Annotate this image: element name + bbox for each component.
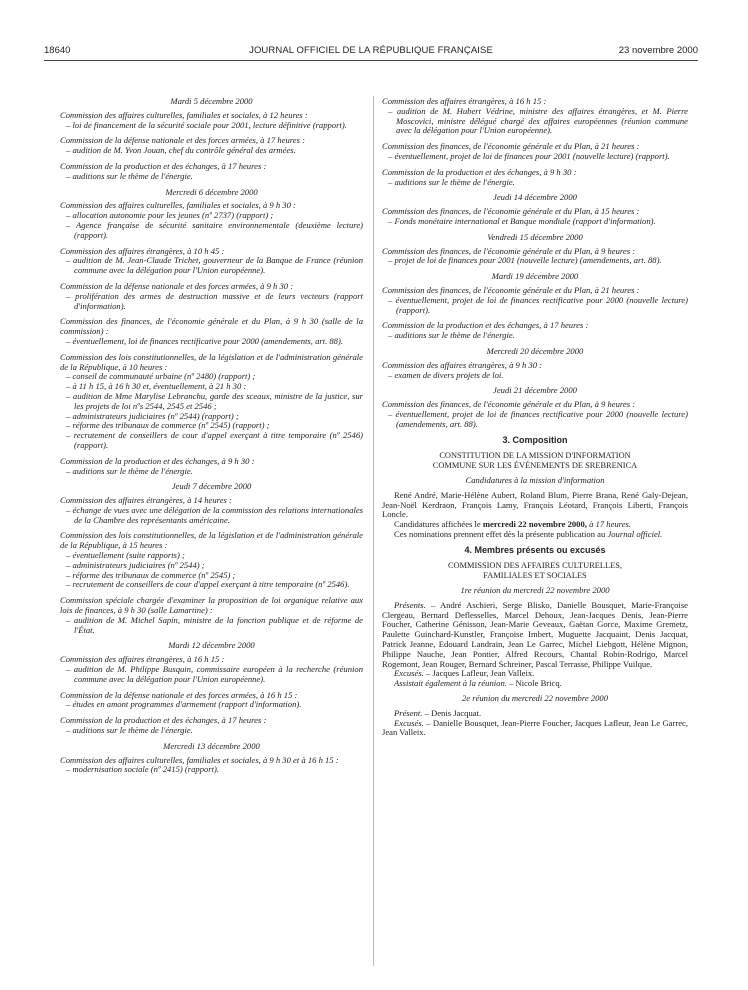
commission-name: Commission des lois constitutionnelles, de la législation et de l'administration générale de la République, à 15 heures : [60,530,363,551]
excuses-2-text: – Danielle Bousquet, Jean-Pierre Foucher, Jacques Lafleur, Jean Le Garrec, Jean Valleix. [382,717,688,738]
presents-list [382,601,688,670]
agenda-day [382,272,688,341]
commission-name: Commission spéciale chargée d'examiner la proposition de loi organique relative aux lois de finances, à 9 h 30 (salle Lamartine) : [60,595,363,616]
commission-name: Commission des affaires culturelles, familiales et sociales, à 9 h 30 : [60,200,296,211]
assistait-label: Assistait également à la réunion. [394,678,507,689]
agenda-day [382,233,688,266]
presents-label: Présents. [394,599,426,610]
agenda-item: – recrutement de conseillers de cour d'appel exerçant à titre temporaire (nº 2546). [66,579,350,590]
excuses-text: – Jacques Lafleur, Jean Valleix. [425,668,535,679]
day-heading: Vendredi 15 décembre 2000 [487,231,583,242]
mission-title-line-1: CONSTITUTION DE LA MISSION D'INFORMATION [439,451,631,461]
present-2-text: – Denis Jacquat. [424,707,482,718]
agenda-item: – éventuellement, projet de loi de finances rectificative pour 2000 (nouvelle lecture) (amendements, art. 88). [388,408,688,429]
agenda-block [60,531,363,590]
day-heading: Mardi 19 décembre 2000 [491,271,579,282]
agenda-item: – audition de M. Hubert Védrine, ministre des affaires étrangères, et M. Pierre Moscovici, ministre délégué chargé des affaires européennes (réunion commune avec la délégation pour l'Union européenne). [388,105,688,136]
agenda-item: – audition de M. Philippe Busquin, commissaire européen à la recherche (réunion commune avec la délégation pour l'Union européenne). [66,664,363,684]
posted-date: mercredi 22 novembre 2000, [482,519,587,530]
issue-date: 23 novembre 2000 [618,45,698,56]
agenda-item: – auditions sur le thème de l'énergie. [66,170,193,181]
agenda-item: – auditions sur le thème de l'énergie. [66,725,193,736]
day-heading: Mardi 5 décembre 2000 [170,96,253,106]
agenda-item: – études en amont programmes d'armement (rapport d'information). [66,699,302,710]
agenda-item: – administrateurs judiciaires (nº 2544) (rapport) ; [66,410,239,421]
agenda-item: – audition de M. Jean-Claude Trichet, gouverneur de la Banque de France (réunion commune avec la délégation pour l'Union européenne). [66,255,363,276]
agenda-day [60,742,363,775]
agenda-block [60,457,363,477]
excuses-label: Excusés. [394,668,424,679]
commission-name: Commission des finances, de l'économie générale et du Plan, à 9 heures : [382,245,636,256]
commission-name: Commission de la production et des échanges, à 17 heures : [60,715,267,726]
commission-name: Commission des affaires étrangères, à 16 h 15 : [382,96,547,106]
candidates-title: Candidatures à la mission d'information [465,474,605,485]
excuses-2-label: Excusés. [394,717,424,728]
agenda-day [60,188,363,477]
agenda-day [382,193,688,226]
journal-title: JOURNAL OFFICIEL DE LA RÉPUBLIQUE FRANÇAISE [249,45,493,56]
agenda-block [60,496,363,525]
commission-name: Commission de la production et des échanges, à 17 heures : [60,160,267,171]
commission-name: Commission de la défense nationale et des forces armées, à 17 heures : [60,135,305,146]
commission-name: Commission des affaires étrangères, à 14 heures : [60,495,232,506]
agenda-item: – réforme des tribunaux de commerce (nº 2545) ; [66,569,236,580]
agenda-block [60,756,363,776]
day-heading: Mercredi 13 décembre 2000 [163,740,260,751]
agenda-block [60,596,363,635]
commission-name: Commission des affaires étrangères, à 16 h 15 : [60,654,225,665]
agenda-block [60,716,363,736]
agenda-block [60,136,363,156]
commission-name: Commission de la production et des échanges, à 9 h 30 : [382,166,577,177]
agenda-day [382,347,688,380]
agenda-block [60,691,363,711]
agenda-block [382,142,688,162]
agenda-item: – examen de divers projets de loi. [388,369,504,380]
agenda-item: – administrateurs judiciaires (nº 2544) ; [66,559,205,570]
agenda-block [60,111,363,131]
composition-section [382,436,688,540]
agenda-item: – auditions sur le thème de l'énergie. [388,176,515,187]
agenda-item: – auditions sur le thème de l'énergie. [388,330,515,341]
agenda-item: – loi de financement de la sécurité sociale pour 2001, lecture définitive (rapport). [66,119,347,130]
committee-line-1: COMMISSION DES AFFAIRES CULTURELLES, [447,561,623,571]
commission-name: Commission des finances, de l'économie générale et du Plan, à 21 heures : [382,141,640,152]
members-heading: 4. Membres présents ou excusés [464,544,606,555]
agenda-block [382,321,688,341]
commission-name: Commission des affaires étrangères, à 10 h 45 : [60,245,225,256]
posted-before: Candidatures affichées le [394,519,481,530]
day-heading: Mercredi 20 décembre 2000 [486,345,584,356]
posted-after: à 17 heures. [589,519,632,530]
effect-journal: Journal officiel. [607,528,663,539]
day-heading: Mardi 12 décembre 2000 [168,640,255,651]
commission-name: Commission des finances, de l'économie générale et du Plan, à 9 heures : [382,399,636,410]
nominations-effect [382,530,688,540]
agenda-block [382,247,688,267]
agenda-block [60,353,363,451]
right-agenda-days [382,193,688,429]
meeting-1-title: 1re réunion du mercredi 22 novembre 2000 [460,585,610,596]
commission-name: Commission des affaires étrangères, à 9 h 30 : [382,359,543,370]
agenda-item: – audition de M. Michel Sapin, ministre de la fonction publique et de réforme de l'État. [66,614,363,635]
agenda-item: – échange de vues avec une délégation de la commission des relations internationales de la Chambre des représentants américaine. [66,504,363,525]
assistait-text: – Nicole Bricq. [509,678,562,689]
agenda-item: – audition de M. Yvon Jouan, chef du contrôle général des armées. [66,145,296,156]
agenda-block [60,162,363,182]
agenda-item: – éventuellement, projet de loi de finances rectificative pour 2000 (nouvelle lecture) (rapport). [388,294,688,315]
agenda-block [382,97,688,136]
commission-name: Commission des finances, de l'économie générale et du Plan, à 15 heures : [382,206,640,217]
agenda-item: – audition de Mme Marylise Lebranchu, garde des sceaux, ministre de la justice, sur les projets de loi nºs 2544, 2545 et 2546 ; [66,390,363,411]
agenda-block [382,168,688,188]
agenda-item: – projet de loi de finances pour 2001 (nouvelle lecture) (amendements, art. 88). [388,255,662,266]
commission-name: Commission de la défense nationale et des forces armées, à 9 h 30 : [60,280,294,291]
continued-agenda [382,97,688,187]
day-heading: Jeudi 21 décembre 2000 [493,385,577,396]
meeting-2-title: 2e réunion du mercredi 22 novembre 2000 [461,693,609,704]
agenda-item: – conseil de communauté urbaine (nº 2480) (rapport) ; [66,371,256,382]
agenda-item: – à 11 h 15, à 16 h 30 et, éventuellement, à 21 h 30 : [66,381,247,392]
members-section [382,546,688,739]
agenda-block [60,247,363,276]
agenda-block [60,201,363,240]
agenda-item: – réforme des tribunaux de commerce (nº 2545) (rapport) ; [66,420,270,431]
column-divider [373,96,374,966]
agenda-block [60,317,363,346]
effect-before: Ces nominations prennent effet dès la présente publication au [394,528,606,539]
commission-name: Commission de la production et des échanges, à 9 h 30 : [60,455,255,466]
agenda-day [60,97,363,182]
excuses-2-line [382,719,688,739]
composition-heading: 3. Composition [502,434,568,445]
header-rule [44,60,698,61]
committee-line-2: FAMILIALES ET SOCIALES [483,571,587,581]
agenda-block [382,361,688,381]
agenda-item: – recrutement de conseillers de cour d'appel exerçant à titre temporaire (nº 2546) (rapport). [66,430,363,450]
agenda-block [60,282,363,311]
assistait-line [382,679,688,689]
commission-name: Commission des affaires culturelles, familiales et sociales, à 12 heures : [60,109,308,120]
agenda-item: – Fonds monétaire international et Banque mondiale (rapport d'information). [388,215,656,226]
agenda-block [60,655,363,684]
commission-name: Commission des finances, de l'économie générale et du Plan, à 9 h 30 (salle de la commission) : [60,316,363,337]
agenda-item: – Agence française de sécurité sanitaire environnementale (deuxième lecture) (rapport). [66,219,363,240]
presents-text: – André Aschieri, Serge Blisko, Danielle Bousquet, Marie-Françoise Clergeau, Bernard Deflesselles, Marcel Dehoux, Jean-Jacques Denis, Jean-Pierre Foucher, Catherine Génisson, Jean-Marie Geveaux, Gaëtan Gorce, Maxime Gremetz, Paulette Guinchard-Kunstler, Françoise Imbert, Muguette Jacquaint, Denis Jacquat, Patrick Jeanne, Edouard Landrain, Jean Le Garrec, Michel Liebgott, Hélène Mignon, Philippe Nauche, Jean Pontier, Alfred Recours, Chantal Robin-Rodrigo, Marcel Rogemont, Jean Rouger, Bernard Schreiner, Pascal Terrasse, Philippe Vuilque. [382,599,688,669]
day-heading: Jeudi 14 décembre 2000 [493,192,577,203]
mission-title-line-2: COMMUNE SUR LES ÉVÉNEMENTS DE SREBRENICA [432,461,638,471]
agenda-item: – modernisation sociale (nº 2415) (rapport). [66,764,220,775]
agenda-item: – auditions sur le thème de l'énergie. [66,465,193,476]
agenda-block [382,286,688,315]
agenda-day [382,386,688,429]
present-2-label: Présent. [394,707,423,718]
commission-name: Commission des lois constitutionnelles, de la législation et de l'administration générale de la République, à 10 heures : [60,351,363,372]
day-heading: Jeudi 7 décembre 2000 [171,481,252,492]
commission-name: Commission de la production et des échanges, à 17 heures : [382,320,589,331]
agenda-item: – prolifération des armes de destruction massive et de leurs vecteurs (rapport d'information). [66,290,363,311]
agenda-day [60,641,363,735]
agenda-item: – éventuellement, projet de loi de finances pour 2001 (nouvelle lecture) (rapport). [388,150,670,161]
commission-name: Commission de la défense nationale et des forces armées, à 16 h 15 : [60,689,298,700]
agenda-item: – éventuellement, loi de finances rectificative pour 2000 (amendements, art. 88). [66,335,343,346]
right-column [382,97,688,738]
agenda-day [60,482,363,635]
page-number: 18640 [44,45,71,56]
agenda-item: – éventuellement (suite rapports) ; [66,550,185,561]
day-heading: Mercredi 6 décembre 2000 [165,186,258,197]
agenda-item: – allocation autonomie pour les jeunes (nº 2737) (rapport) ; [66,210,274,221]
left-column [60,97,363,781]
agenda-block [382,207,688,227]
agenda-block [382,400,688,429]
candidates-names: René André, Marie-Hélène Aubert, Roland Blum, Pierre Brana, René Galy-Dejean, Jean-Noël Kerdraon, François Lamy, François Léotard, François Liberti, François Loncle. [382,489,688,520]
commission-name: Commission des finances, de l'économie générale et du Plan, à 21 heures : [382,284,640,295]
commission-name: Commission des affaires culturelles, familiales et sociales, à 9 h 30 et à 16 h 15 : [60,754,339,765]
page-header [44,45,698,59]
